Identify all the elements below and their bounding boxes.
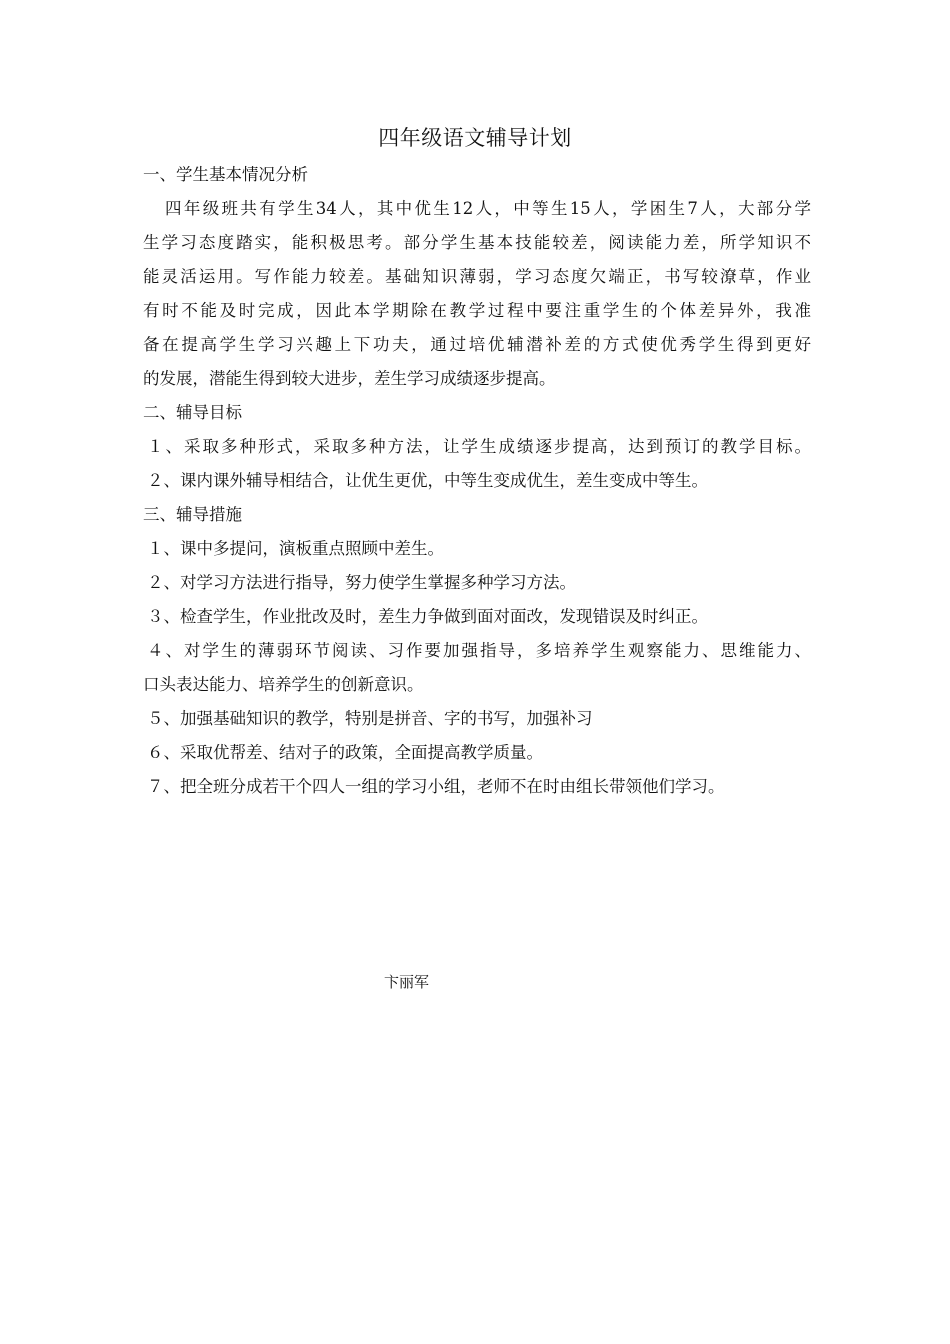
list-item: ５、加强基础知识的教学，特别是拼音、字的书写，加强补习 bbox=[147, 709, 593, 728]
section-heading-analysis: 一、学生基本情况分析 bbox=[143, 165, 308, 184]
list-item: ２、对学习方法进行指导，努力使学生掌握多种学习方法。 bbox=[147, 573, 576, 592]
paragraph-line: 有时不能及时完成，因此本学期除在教学过程中要注重学生的个体差异外，我准 bbox=[143, 301, 811, 320]
paragraph-line: 四年级班共有学生34人，其中优生12人，中等生15人，学困生7人，大部分学 bbox=[165, 199, 811, 218]
list-item: １、课中多提问，演板重点照顾中差生。 bbox=[147, 539, 444, 558]
list-item: ２、课内课外辅导相结合，让优生更优，中等生变成优生，差生变成中等生。 bbox=[147, 471, 708, 490]
author-signature: 卞丽军 bbox=[384, 973, 430, 991]
section-heading-measures: 三、辅导措施 bbox=[143, 505, 242, 524]
list-item: ７、把全班分成若干个四人一组的学习小组，老师不在时由组长带领他们学习。 bbox=[147, 777, 725, 796]
list-item-continuation: 口头表达能力、培养学生的创新意识。 bbox=[143, 675, 424, 694]
paragraph-line: 的发展，潜能生得到较大进步，差生学习成绩逐步提高。 bbox=[143, 369, 556, 388]
paragraph-line: 生学习态度踏实，能积极思考。部分学生基本技能较差，阅读能力差，所学知识不 bbox=[143, 233, 811, 252]
list-item: ４、对学生的薄弱环节阅读、习作要加强指导，多培养学生观察能力、思维能力、 bbox=[147, 641, 811, 660]
list-item: ６、采取优帮差、结对子的政策，全面提高教学质量。 bbox=[147, 743, 543, 762]
document-title: 四年级语文辅导计划 bbox=[378, 126, 572, 150]
document-body bbox=[143, 158, 811, 804]
paragraph-line: 能灵活运用。写作能力较差。基础知识薄弱，学习态度欠端正，书写较潦草，作业 bbox=[143, 267, 811, 286]
list-item: １、采取多种形式，采取多种方法，让学生成绩逐步提高，达到预订的教学目标。 bbox=[147, 437, 811, 456]
paragraph-line: 备在提高学生学习兴趣上下功夫，通过培优辅潜补差的方式使优秀学生得到更好 bbox=[143, 335, 811, 354]
list-item: ３、检查学生，作业批改及时，差生力争做到面对面改，发现错误及时纠正。 bbox=[147, 607, 708, 626]
section-heading-goals: 二、辅导目标 bbox=[143, 403, 242, 422]
